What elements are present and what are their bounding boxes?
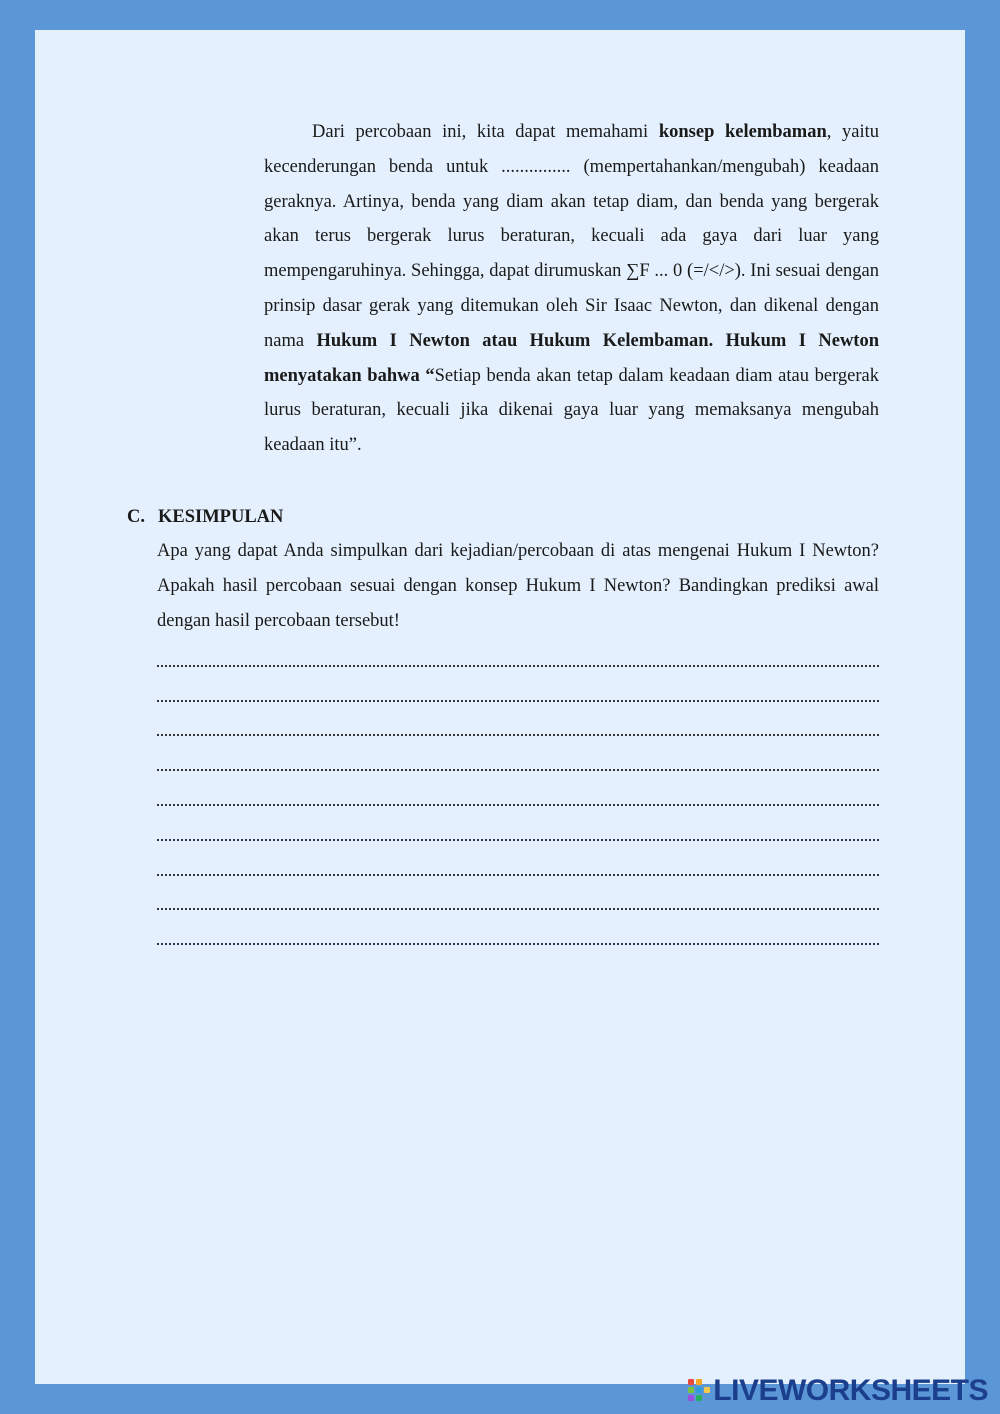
paragraph-text-2: , yaitu kecenderungan benda untuk ............... (mempertahankan/mengubah) keadaan geraknya. Artinya, benda yang diam akan tetap diam, dan benda yang bergerak akan terus bergerak lurus beraturan, kecuali ada gaya dari luar yang mempengaruhinya. Sehingga, dapat dirumuskan ∑F ... 0 (=/</>). Ini sesuai dengan prinsip dasar gerak yang ditemukan oleh Sir Isaac Newton, dan dikenal dengan nama [264,122,879,351]
paragraph-text-1: Dari percobaan ini, kita dapat memahami [312,122,659,142]
section-title: KESIMPULAN [158,507,284,527]
answer-line[interactable] [157,781,879,816]
answer-line[interactable] [157,851,879,886]
answer-line[interactable] [157,886,879,921]
conclusion-question: Apa yang dapat Anda simpulkan dari kejadian/percobaan di atas mengenai Hukum I Newton? Apakah hasil percobaan sesuai dengan konsep Hukum I Newton? Bandingkan prediksi awal dengan hasil percobaan tersebut! [157,541,879,631]
answer-line[interactable] [157,746,879,781]
paragraph-bold-2: Hukum I Newton atau Hukum Kelembaman. Hukum I Newton menyatakan bahwa “ [264,330,880,386]
brand-name: LIVEWORKSHEETS [713,1374,988,1407]
section-number: C. [127,507,145,527]
liveworksheets-logo[interactable] [688,1376,988,1406]
paragraph-bold-1: konsep kelembaman [658,122,827,142]
answer-line[interactable] [157,712,879,747]
worksheet-page [35,30,965,1384]
answer-line[interactable] [157,920,879,955]
liveworksheets-mark-icon [688,1379,710,1403]
answer-line[interactable] [157,816,879,851]
paragraph-text-3: Setiap benda akan tetap dalam keadaan diam atau bergerak lurus beraturan, kecuali jika dikenai gaya luar yang memaksanya mengubah keadaan itu”. [264,365,879,456]
kelembaman-paragraph [264,115,879,463]
answer-line[interactable] [157,642,879,677]
answer-line[interactable] [157,677,879,712]
section-heading [127,500,283,534]
answer-area[interactable] [157,642,879,955]
